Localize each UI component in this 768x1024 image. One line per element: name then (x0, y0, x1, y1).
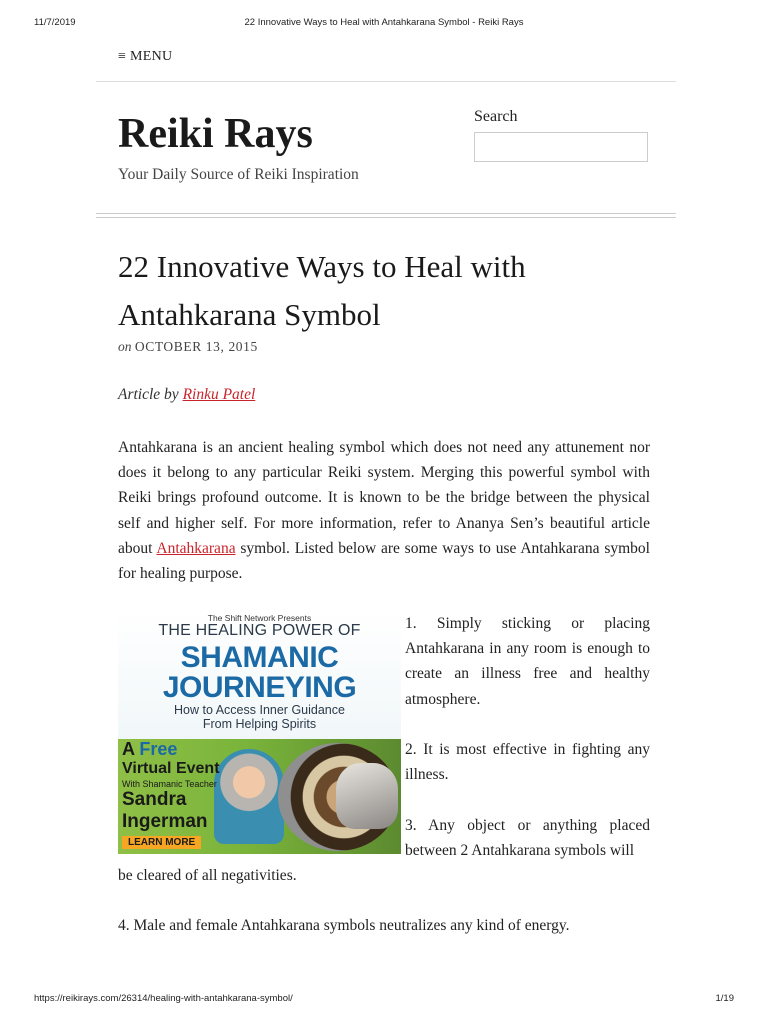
ad-free-a: A (122, 739, 135, 759)
intro-paragraph (118, 435, 650, 586)
post-meta (118, 339, 258, 355)
byline-prefix: Article by (118, 386, 179, 403)
post-title-line2: Antahkarana Symbol (118, 297, 381, 332)
ad-portrait-image (214, 749, 284, 844)
ad-banner-shamanic-journeying[interactable] (118, 611, 401, 854)
ad-virtual-event: Virtual Event (122, 760, 220, 777)
menu-button[interactable]: ≡ MENU (118, 49, 173, 64)
ad-bottom (118, 739, 401, 854)
ad-name-last: Ingerman (122, 811, 208, 832)
print-page-title: 22 Innovative Ways to Heal with Antahkarana Symbol - Reiki Rays (244, 17, 524, 28)
ad-learn-more-button[interactable]: LEARN MORE (122, 836, 201, 849)
meta-on: on (118, 339, 132, 354)
ad-subtitle-line2: From Helping Spirits (202, 717, 317, 731)
divider (96, 213, 676, 214)
print-page-number: 1/19 (715, 993, 734, 1004)
list-item: 4. Male and female Antahkarana symbols neutralizes any kind of energy. (118, 917, 570, 934)
byline (118, 386, 255, 404)
ad-top (118, 611, 401, 739)
antahkarana-link[interactable]: Antahkarana (156, 539, 236, 557)
list-item: 3. Any object or anything placed between 2 Antahkarana symbols will (405, 817, 650, 860)
ad-title-line1: SHAMANIC (180, 641, 339, 674)
ad-free-word: Free (139, 739, 178, 759)
ad-presents: The Shift Network Presents (207, 613, 312, 623)
ad-wolf-image (336, 763, 398, 829)
divider (96, 217, 676, 218)
list-item: 1. Simply sticking or placing Antahkarana in any room is enough to create an illness free and healthy atmosphere. (405, 615, 650, 708)
ad-teacher-label: With Shamanic Teacher (122, 779, 217, 789)
author-link[interactable]: Rinku Patel (182, 386, 256, 403)
print-header (0, 17, 768, 31)
intro-text: Antahkarana is an ancient healing symbol which does not need any attunement nor does it belong to any particular Reiki system. Merging this powerful symbol with Reiki brings profound outcome. It is known to be the bridge between the physical self and higher self. For more information, refer to Ananya Sen’s beautiful article about (118, 439, 650, 557)
list-item-continuation: be cleared of all negativities. (118, 867, 297, 884)
ad-subtitle-line1: How to Access Inner Guidance (174, 703, 345, 717)
print-date: 11/7/2019 (34, 17, 76, 28)
ad-heading: THE HEALING POWER OF (158, 622, 361, 639)
list-item: 2. It is most effective in fighting any illness. (405, 741, 650, 784)
site-title[interactable]: Reiki Rays (118, 111, 313, 157)
post-date[interactable]: OCTOBER 13, 2015 (134, 339, 258, 354)
print-url: https://reikirays.com/26314/healing-with-antahkarana-symbol/ (34, 993, 293, 1004)
post-title (118, 243, 658, 339)
search-input[interactable] (474, 132, 648, 162)
search-label: Search (474, 108, 518, 125)
header-divider (96, 81, 676, 82)
ad-free (122, 739, 177, 760)
post-title-line1: 22 Innovative Ways to Heal with (118, 249, 526, 284)
site-tagline: Your Daily Source of Reiki Inspiration (118, 166, 359, 183)
intro-text-end: symbol. Listed below are some ways to use Antahkarana symbol for healing purpose. (118, 539, 650, 583)
ad-name-first: Sandra (122, 789, 187, 810)
ad-title-line2: JOURNEYING (162, 671, 357, 704)
